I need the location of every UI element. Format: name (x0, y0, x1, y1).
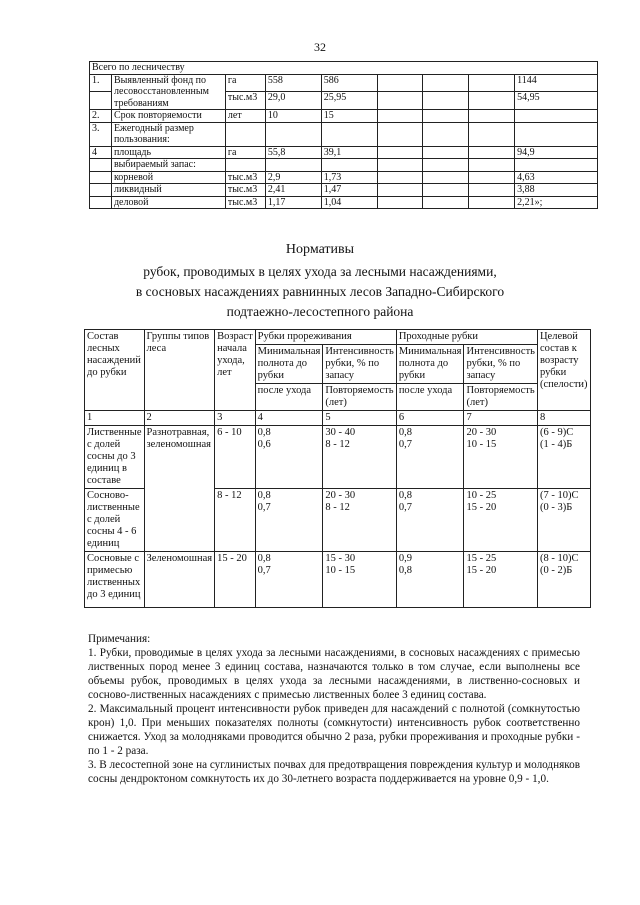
table-cell: 4 (90, 146, 112, 159)
table-cell: 1,47 (321, 184, 377, 197)
table-cell: тыс.м3 (225, 92, 265, 110)
page-number: 32 (314, 40, 326, 54)
cell-line: 20 - 30 (466, 427, 497, 438)
col-header: после ухода (396, 384, 464, 411)
table-cell: ликвидный (111, 184, 225, 197)
table-cell (469, 146, 515, 159)
table-cell (469, 196, 515, 209)
table-cell: га (225, 74, 265, 92)
cell-line: 8 - 12 (325, 439, 350, 450)
table-cell (423, 159, 469, 172)
table-cell: тыс.м3 (225, 196, 265, 209)
table-cell (464, 426, 537, 489)
table-cell (90, 159, 112, 172)
table-cell: 10 (265, 110, 321, 123)
cell-line: 0,8 (257, 490, 271, 501)
table-cell (377, 184, 423, 197)
cell-line: 8 - 12 (325, 502, 350, 513)
table-cell (537, 426, 590, 489)
table-cell: 8 - 12 (215, 489, 256, 552)
table-cell (423, 122, 469, 146)
table-cell (469, 122, 515, 146)
table-cell: Срок повторяемости (111, 110, 225, 123)
table-cell (464, 489, 537, 552)
cell-line: 0,8 (257, 553, 271, 564)
document-title: Нормативы (285, 242, 355, 257)
column-number: 7 (464, 411, 537, 426)
table-row (85, 552, 591, 608)
table-cell: Ежегодный размер пользования: (111, 122, 225, 146)
cell-line: 15 - 20 (466, 502, 497, 513)
table-cell (377, 159, 423, 172)
table-cell (515, 110, 598, 123)
cell-line: 0,9 (398, 553, 412, 564)
subtitle-line: подтаежно-лесостепного района (226, 304, 414, 319)
cell-line: 0,7 (398, 439, 412, 450)
table-cell (396, 426, 464, 489)
table-cell: 54,95 (515, 92, 598, 110)
table-row (90, 110, 598, 123)
table-cell (377, 74, 423, 92)
table-cell (423, 110, 469, 123)
col-header: Повторяемость (лет) (323, 384, 396, 411)
cell-line: (1 - 4)Б (539, 439, 573, 450)
cell-line: 0,6 (257, 439, 271, 450)
table-cell (423, 74, 469, 92)
cell-line: (0 - 3)Б (539, 502, 573, 513)
cell-line: 20 - 30 (325, 490, 356, 501)
table-cell (377, 196, 423, 209)
table-cell (265, 122, 321, 146)
forestry-summary-table (89, 61, 598, 209)
table-cell: лет (225, 110, 265, 123)
table-cell (225, 159, 265, 172)
cell-line: 0,8 (398, 565, 412, 576)
table-cell (377, 146, 423, 159)
table-cell: 29,0 (265, 92, 321, 110)
col-header: Состав лесных насаждений до рубки (85, 330, 145, 411)
col-header: Проходные рубки (396, 330, 537, 345)
table-cell: га (225, 146, 265, 159)
table-row (85, 426, 591, 489)
table-cell: 1,04 (321, 196, 377, 209)
table-cell (469, 184, 515, 197)
cell-line: 0,7 (257, 565, 271, 576)
table-cell: Сосновые с примесью лиственных до 3 единиц (85, 552, 145, 608)
table-cell: корневой (111, 171, 225, 184)
table-cell (469, 171, 515, 184)
table-cell: 15 - 20 (215, 552, 256, 608)
note-item: 2. Максимальный процент интенсивности рубок приведен для насаждений с полнотой (сомкнутостью крон) 1,0. При меньших показателях полноты (сомкнутости) интенсивность рубок соответственно снижается. Уход за молодняками проводится обычно 2 раза, рубки прореживания и проходные рубки - по 1 - 2 раза. (88, 703, 580, 757)
table-cell: 4,63 (515, 171, 598, 184)
cell-line: 10 - 25 (466, 490, 497, 501)
table-cell: 94,9 (515, 146, 598, 159)
table-cell (515, 122, 598, 146)
col-header: Группы типов леса (144, 330, 215, 411)
table-cell (469, 159, 515, 172)
table-cell: 15 (321, 110, 377, 123)
cell-line: 15 - 30 (325, 553, 356, 564)
cell-line: 0,7 (257, 502, 271, 513)
column-number: 3 (215, 411, 256, 426)
table-row (90, 159, 598, 172)
cell-line: 30 - 40 (325, 427, 356, 438)
table-cell (90, 92, 112, 110)
table-cell: Лиственные с долей сосны до 3 единиц в составе (85, 426, 145, 489)
table-cell (423, 184, 469, 197)
table-cell: 39,1 (321, 146, 377, 159)
column-number: 1 (85, 411, 145, 426)
note-item: 3. В лесостепной зоне на суглинистых почвах для предотвращения повреждения культур и молодняков сосны дендроктоном сомкнутость их до 30-летнего возраста поддерживается на уровне 0,9 - 1,0. (88, 759, 580, 785)
cell-line: 15 - 25 (466, 553, 497, 564)
table-cell: 2,41 (265, 184, 321, 197)
table-cell (537, 552, 590, 608)
table-cell: 1. (90, 74, 112, 92)
cell-line: (6 - 9)С (539, 427, 574, 438)
table-cell: Разнотравная, зеленомошная (144, 426, 215, 552)
subtitle-line: в сосновых насаждениях равнинных лесов Западно-Сибирского (135, 284, 505, 299)
table-cell: 1144 (515, 74, 598, 92)
cell-line: 10 - 15 (325, 565, 356, 576)
table-row (90, 196, 598, 209)
table-cell (90, 196, 112, 209)
cell-line: 15 - 20 (466, 565, 497, 576)
table-cell: 3. (90, 122, 112, 146)
table-cell (377, 92, 423, 110)
note-item: 1. Рубки, проводимые в целях ухода за лесными насаждениями, в сосновых насаждениях с примесью лиственных пород менее 3 единиц состава, назначаются только в том случае, если выполнены все объемы рубок, проводимых в целях ухода за лесными насаждениями, в лиственно-сосновых и сосново-лиственных насаждениях с примесью лиственных более 3 единиц состава. (88, 647, 580, 701)
table-cell (255, 489, 323, 552)
table-row (85, 330, 591, 345)
table-cell (537, 489, 590, 552)
thinning-norms-table (84, 329, 591, 608)
table-row (90, 74, 598, 92)
col-header: Минимальная полнота до рубки (255, 345, 323, 384)
document-subtitle (0, 262, 640, 322)
column-number: 6 (396, 411, 464, 426)
table-cell (323, 552, 396, 608)
table-cell (515, 159, 598, 172)
table-cell: 25,95 (321, 92, 377, 110)
table-row (90, 171, 598, 184)
table-row (85, 411, 591, 426)
table-cell: 558 (265, 74, 321, 92)
table-row (90, 62, 598, 75)
col-header: Интенсивность рубки, % по запасу (464, 345, 537, 384)
table-row (90, 122, 598, 146)
cell-line: 10 - 15 (466, 439, 497, 450)
column-number: 8 (537, 411, 590, 426)
cell-line: 0,7 (398, 502, 412, 513)
table-cell (423, 196, 469, 209)
table-cell (396, 552, 464, 608)
table-cell (90, 184, 112, 197)
table-cell (323, 489, 396, 552)
table-cell: тыс.м3 (225, 184, 265, 197)
table-cell (469, 92, 515, 110)
col-header: Повторяемость (лет) (464, 384, 537, 411)
column-number: 2 (144, 411, 215, 426)
table-cell (396, 489, 464, 552)
table-cell: 6 - 10 (215, 426, 256, 489)
subtitle-line: рубок, проводимых в целях ухода за лесными насаждениями, (143, 264, 497, 279)
table-cell: Сосново-лиственные с долей сосны 4 - 6 единиц (85, 489, 145, 552)
table-cell (265, 159, 321, 172)
notes-section (88, 632, 580, 786)
col-header: Интенсивность рубки, % по запасу (323, 345, 396, 384)
table-cell: 3,88 (515, 184, 598, 197)
col-header: Минимальная полнота до рубки (396, 345, 464, 384)
table-cell (423, 171, 469, 184)
column-number: 5 (323, 411, 396, 426)
table-cell: 2,9 (265, 171, 321, 184)
table-cell: деловой (111, 196, 225, 209)
table-cell (464, 552, 537, 608)
table-cell (423, 146, 469, 159)
table-cell: площадь (111, 146, 225, 159)
cell-line: 0,8 (398, 427, 412, 438)
table-cell: 2,21»; (515, 196, 598, 209)
table-cell (90, 171, 112, 184)
table-cell (321, 159, 377, 172)
table-cell: 2. (90, 110, 112, 123)
table-cell: тыс.м3 (225, 171, 265, 184)
table-cell: выбираемый запас: (111, 159, 225, 172)
table-cell (255, 426, 323, 489)
table-cell (323, 426, 396, 489)
table-cell (377, 110, 423, 123)
table-header: Всего по лесничеству (90, 62, 598, 75)
cell-line: (8 - 10)С (539, 553, 579, 564)
col-header: Целевой состав к возрасту рубки (спелости) (537, 330, 590, 411)
table-cell: 55,8 (265, 146, 321, 159)
table-row (90, 184, 598, 197)
table-cell: 586 (321, 74, 377, 92)
table-row (90, 146, 598, 159)
notes-heading: Примечания: (88, 633, 151, 645)
table-cell (255, 552, 323, 608)
table-cell: 1,17 (265, 196, 321, 209)
column-number: 4 (255, 411, 323, 426)
col-header: Возраст начала ухода, лет (215, 330, 256, 411)
table-cell (469, 110, 515, 123)
table-cell (469, 74, 515, 92)
cell-line: (0 - 2)Б (539, 565, 573, 576)
table-cell (423, 92, 469, 110)
table-cell (321, 122, 377, 146)
col-header: Рубки прореживания (255, 330, 396, 345)
col-header: после ухода (255, 384, 323, 411)
table-cell: Выявленный фонд по лесовосстановленным требованиям (111, 74, 225, 110)
table-cell: Зеленомошная (144, 552, 215, 608)
table-cell: 1,73 (321, 171, 377, 184)
cell-line: 0,8 (398, 490, 412, 501)
table-cell (377, 171, 423, 184)
cell-line: (7 - 10)С (539, 490, 579, 501)
table-cell (377, 122, 423, 146)
table-cell (225, 122, 265, 146)
cell-line: 0,8 (257, 427, 271, 438)
